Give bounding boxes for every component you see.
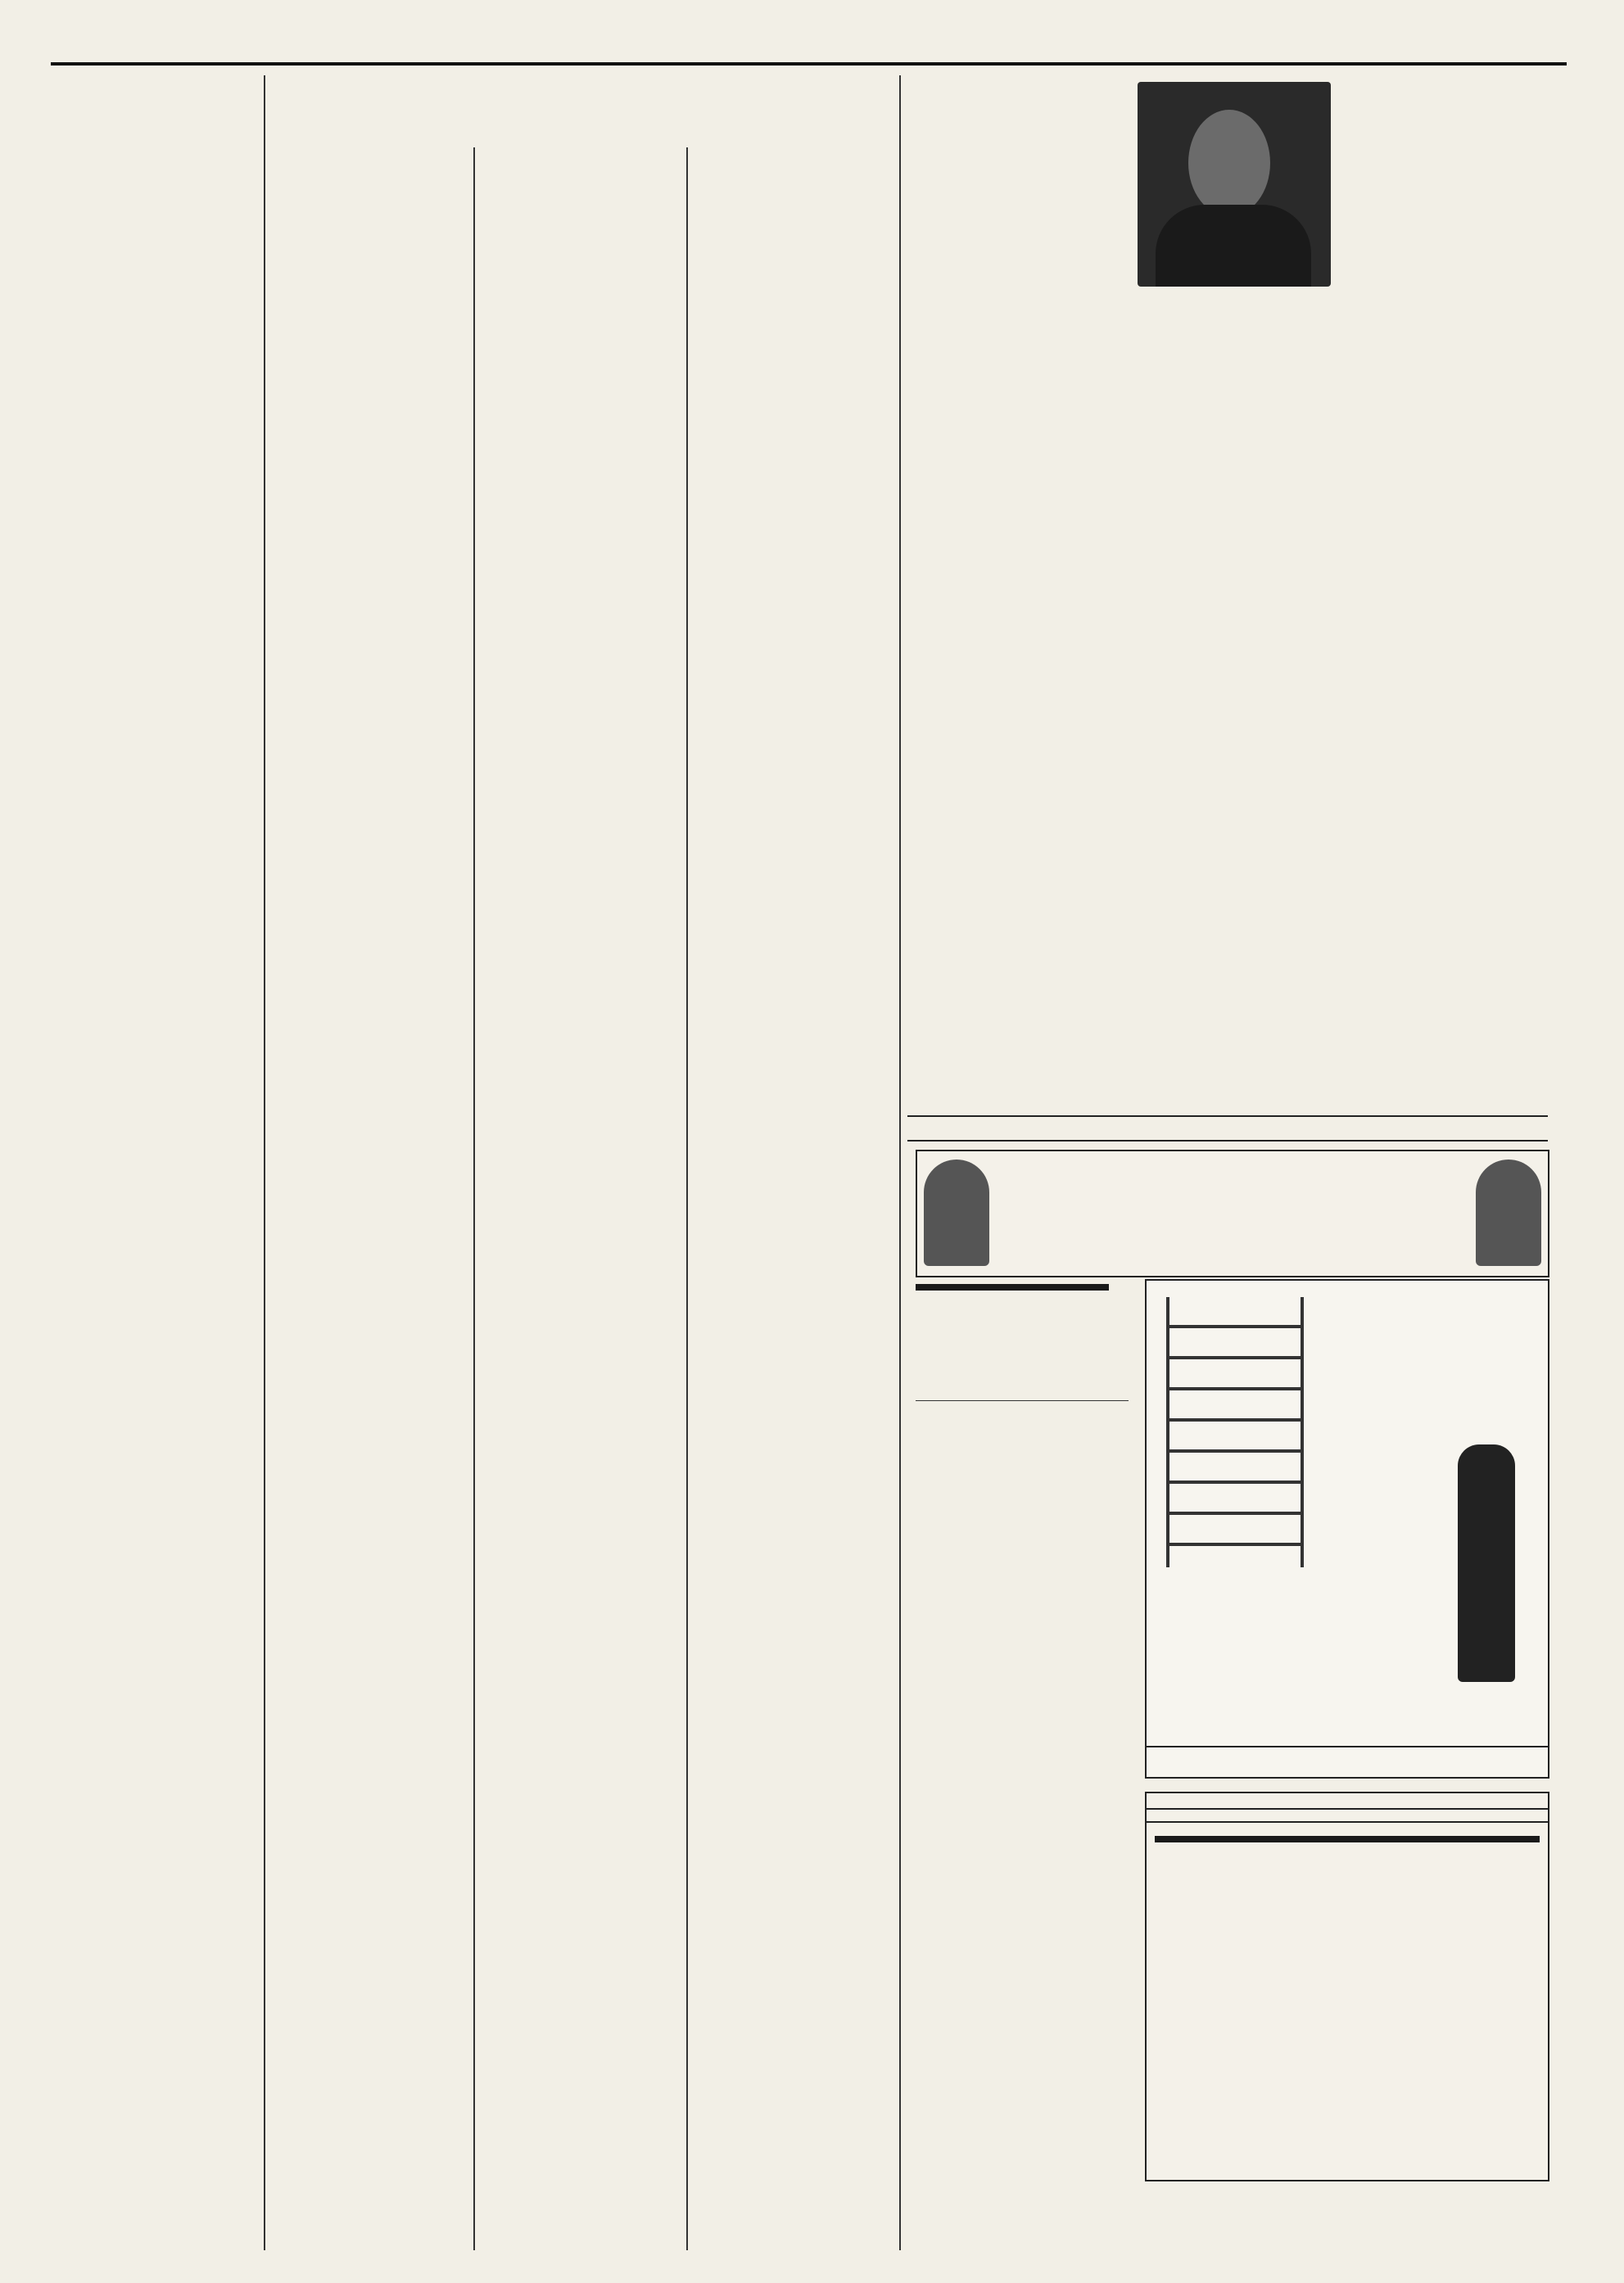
ad-tagline [1147,1746,1548,1751]
radio-advertisement [916,1284,1127,1363]
column-rule [686,147,688,2250]
portrait-photo [1138,82,1331,287]
tour-de-france-article [916,1392,1129,2276]
store-tagline [1147,1805,1548,1810]
testimonials [907,79,1548,292]
michard-heading [1147,1821,1548,1829]
column-maule [270,131,467,2258]
header-rule [51,62,1567,66]
suze-advertisement [1145,1279,1549,1779]
dames-de-france-advertisement [1145,1792,1549,2181]
woman-illustration-icon [924,1160,989,1266]
running-header [51,52,1567,69]
column-rule [264,75,265,2250]
column-amikuzen [54,75,259,2258]
offer-banner [1155,1836,1540,1842]
bottle-icon [1458,1444,1515,1682]
ladder-illustration-icon [1166,1297,1304,1567]
simonin-footer [907,1115,1548,1142]
radio-brand-logo [916,1284,1109,1291]
column-ziberoa-2 [480,131,681,2258]
simonin-advertisement [907,75,1548,1066]
column-rule [899,75,901,2250]
column-rule [473,147,475,2250]
article-heading [916,1400,1129,1406]
man-illustration-icon [1476,1160,1541,1266]
column-ziberoa-3 [693,131,893,2258]
capillaire-advertisement [916,1150,1549,1277]
consultation-schedule [907,1066,1548,1109]
